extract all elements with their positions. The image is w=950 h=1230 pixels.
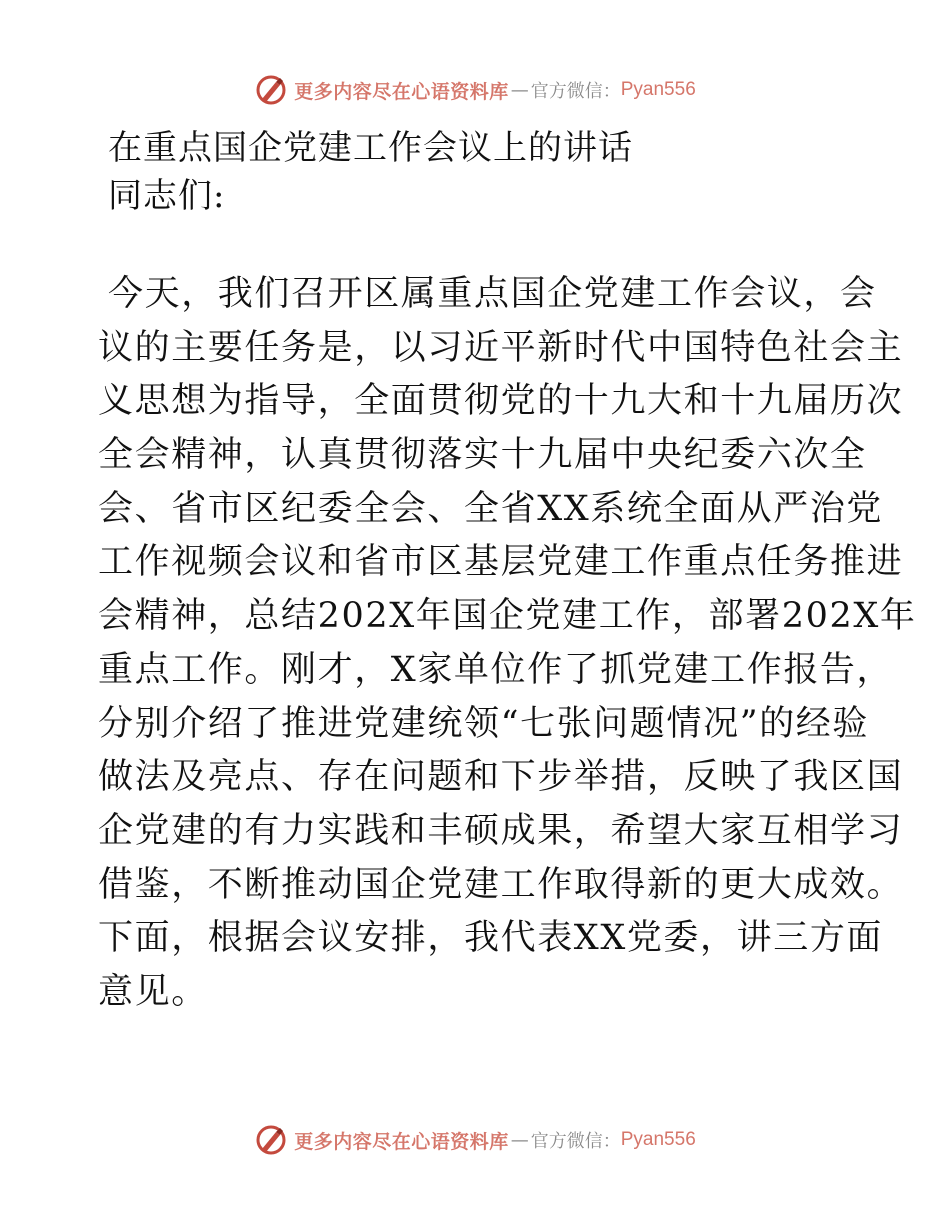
paragraph-line: 会精神，总结202X年国企党建工作，部署202X年 [98, 596, 917, 637]
header-wechat-id: Pyan556 [620, 79, 696, 100]
footer-banner-text: 更多内容尽在心语资料库 [294, 1130, 509, 1153]
paragraph-line: 分别介绍了推进党建统领“七张问题情况”的经验 [98, 703, 869, 744]
paragraph-line: 义思想为指导，全面贯彻党的十九大和十九届历次 [98, 381, 904, 422]
header-official-label: 官方微信： [530, 81, 621, 102]
paragraph-line: 意见。 [98, 971, 208, 1012]
paragraph-line: 企党建的有力实践和丰硕成果，希望大家互相学习 [98, 810, 904, 851]
header-banner-dash: — [510, 79, 529, 101]
paragraph-line: 借鉴，不断推动国企党建工作取得新的更大成效。 [98, 864, 904, 905]
paragraph-line: 下面，根据会议安排，我代表XX党委，讲三方面 [98, 918, 884, 959]
header-banner [0, 70, 950, 110]
footer-banner [0, 1120, 950, 1160]
pen-logo-icon [254, 1123, 288, 1157]
body-paragraph [98, 268, 917, 1020]
footer-wechat-id: Pyan556 [620, 1129, 696, 1150]
footer-official-label: 官方微信： [530, 1131, 621, 1152]
paragraph-line: 工作视频会议和省市区基层党建工作重点任务推进 [98, 542, 904, 583]
paragraph-line: 今天，我们召开区属重点国企党建工作会议，会 [108, 274, 877, 314]
paragraph-line: 重点工作。刚才，X家单位作了抓党建工作报告， [98, 649, 894, 690]
header-banner-text: 更多内容尽在心语资料库 [294, 80, 509, 103]
document-title: 在重点国企党建工作会议上的讲话 [108, 128, 633, 168]
salutation: 同志们: [108, 176, 226, 216]
paragraph-line: 全会精神，认真贯彻落实十九届中央纪委六次全 [98, 435, 867, 476]
footer-banner-dash: — [510, 1129, 529, 1151]
paragraph-line: 议的主要任务是，以习近平新时代中国特色社会主 [98, 327, 904, 368]
pen-logo-icon [254, 73, 288, 107]
paragraph-line: 会、省市区纪委全会、全省XX系统全面从严治党 [98, 488, 884, 529]
paragraph-line: 做法及亮点、存在问题和下步举措，反映了我区国 [98, 757, 904, 798]
